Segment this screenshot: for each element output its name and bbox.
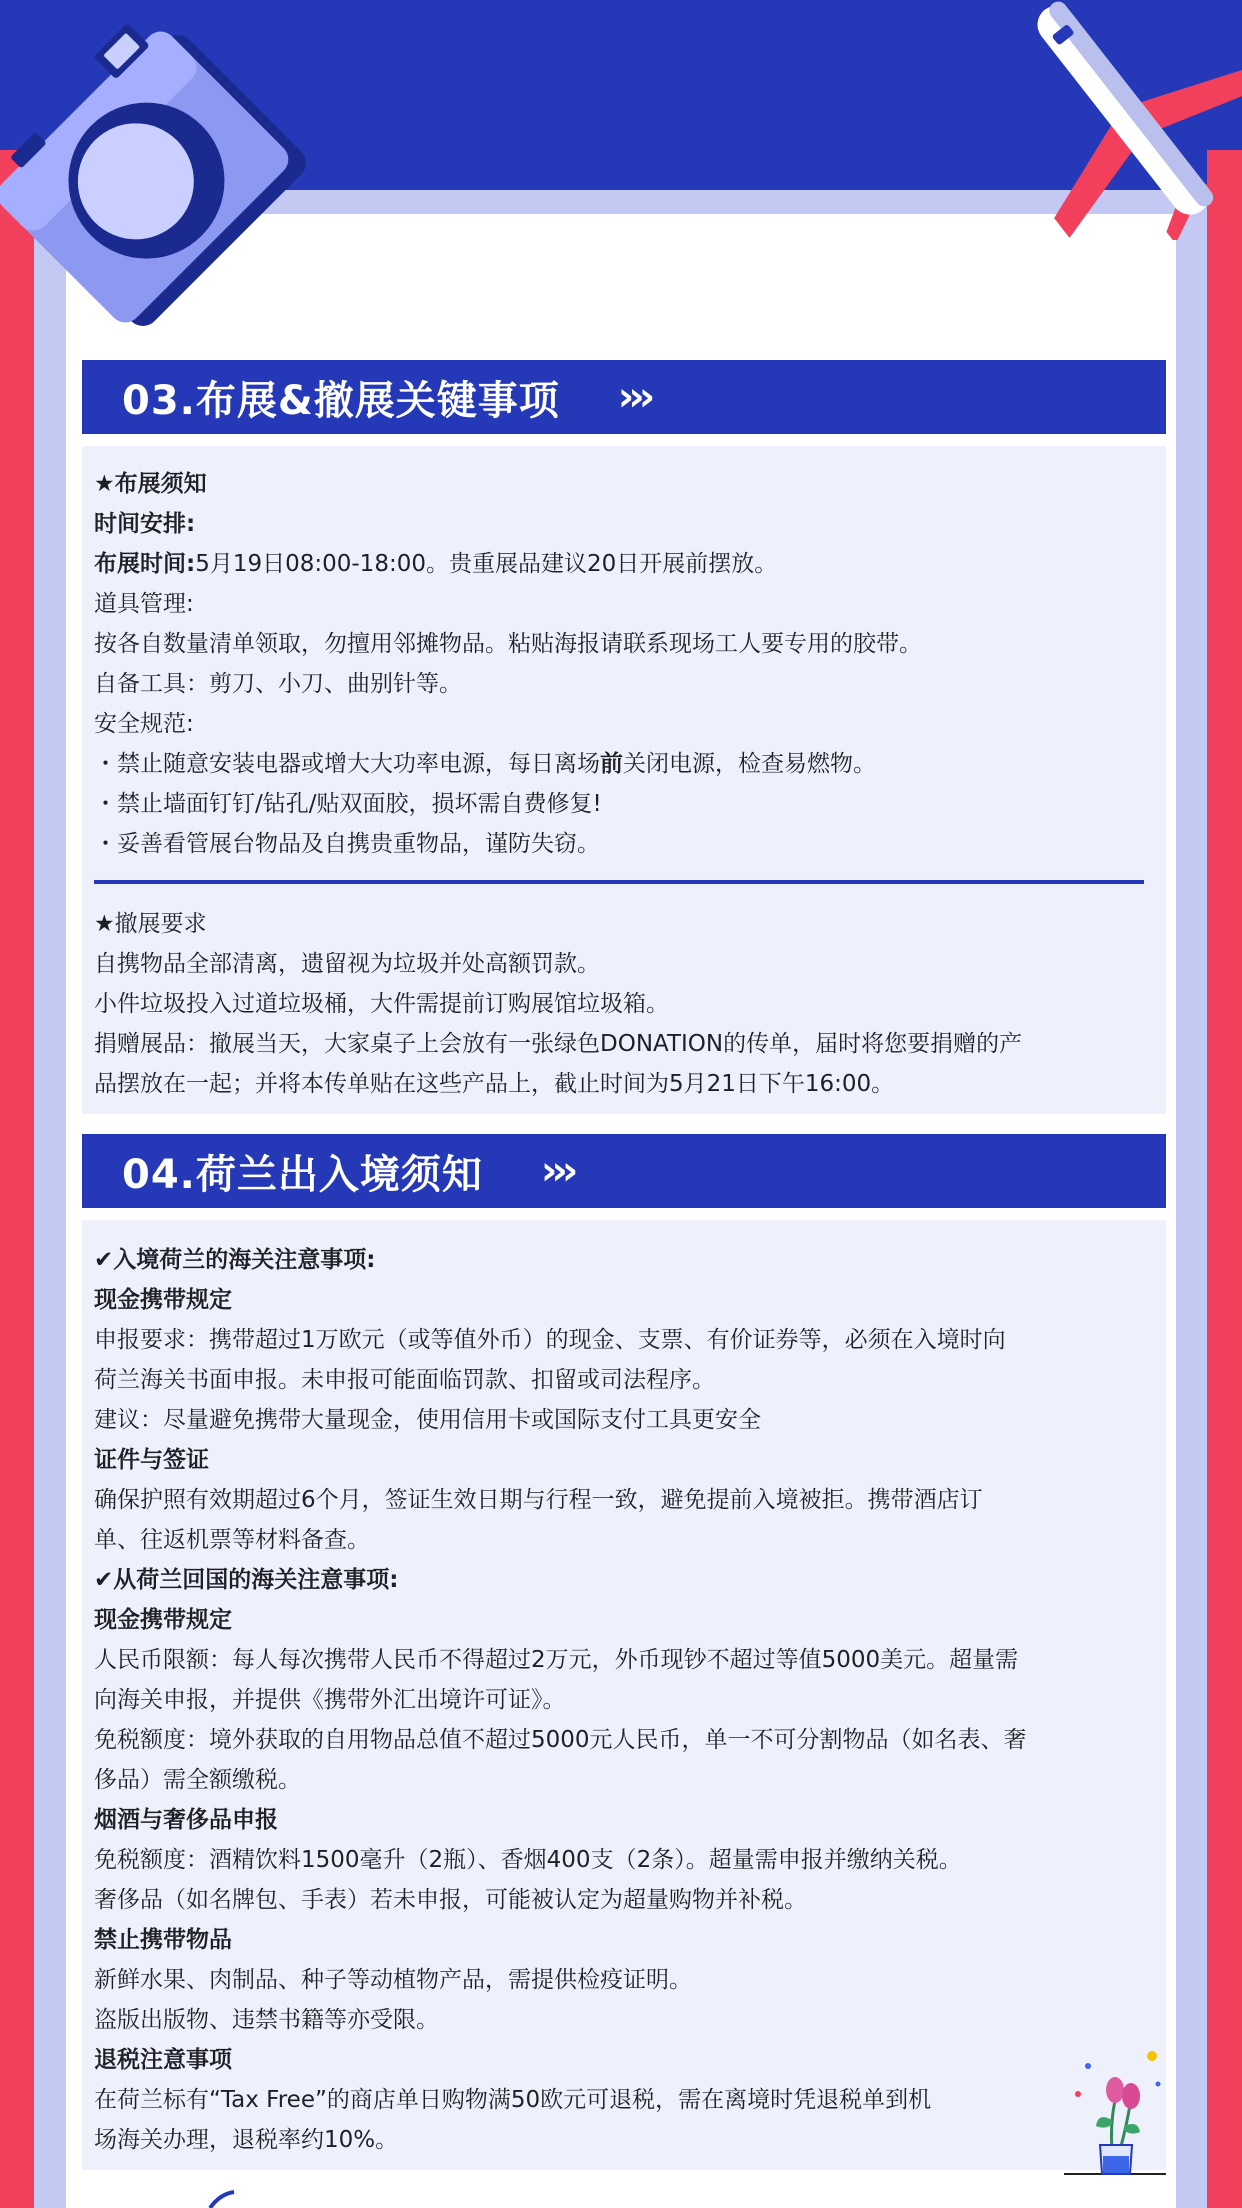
section-title: 03.布展&撤展关键事项 bbox=[122, 377, 560, 424]
visa-line-1: 确保护照有效期超过6个月，签证生效日期与行程一致，避免提前入境被拒。携带酒店订 bbox=[94, 1487, 983, 1513]
cash-line-3: 建议：尽量避免携带大量现金，使用信用卡或国际支付工具更安全 bbox=[94, 1407, 761, 1433]
tobacco-heading: 烟酒与奢侈品申报 bbox=[94, 1807, 278, 1833]
safety-rule-1-emphasis: 前 bbox=[600, 751, 623, 777]
rmb-line-1: 人民币限额：每人每次携带人民币不得超过2万元，外币现钞不超过等值5000美元。超量需 bbox=[94, 1647, 1019, 1673]
section-divider bbox=[94, 880, 1144, 884]
airplane-icon bbox=[1020, 0, 1242, 240]
safety-rule-1 bbox=[94, 744, 1154, 784]
return-heading: ✔从荷兰回国的海关注意事项: bbox=[94, 1567, 399, 1593]
tobacco-line-1: 免税额度：酒精饮料1500毫升（2瓶）、香烟400支（2条）。超量需申报并缴纳关税。 bbox=[94, 1847, 962, 1873]
rmb-line-2: 向海关申报，并提供《携带外汇出境许可证》。 bbox=[94, 1687, 566, 1713]
safety-rule-3: ・妥善看管展台物品及自携贵重物品，谨防失窃。 bbox=[94, 831, 600, 857]
refund-line-2: 场海关办理，退税率约10%。 bbox=[94, 2127, 399, 2153]
setup-teardown-content bbox=[82, 446, 1166, 1114]
setup-time-label: 布展时间: bbox=[94, 551, 196, 577]
props-label: 道具管理: bbox=[94, 591, 194, 617]
setup-time-text: 5月19日08:00-18:00。贵重展品建议20日开展前摆放。 bbox=[195, 551, 778, 577]
setup-time-line bbox=[94, 544, 1154, 584]
safety-label: 安全规范: bbox=[94, 711, 194, 737]
setup-heading: ★布展须知 bbox=[94, 471, 207, 497]
camera-icon bbox=[0, 0, 310, 360]
banned-line-2: 盗版出版物、违禁书籍等亦受限。 bbox=[94, 2007, 439, 2033]
safety-rule-1-part-a: ・禁止随意安装电器或增大大功率电源，每日离场 bbox=[94, 751, 600, 777]
safety-rule-2: ・禁止墙面钉钉/钻孔/贴双面胶，损坏需自费修复! bbox=[94, 791, 602, 817]
visa-line-2: 单、往返机票等材料备查。 bbox=[94, 1527, 370, 1553]
section-header-setup-teardown bbox=[82, 360, 1166, 434]
tobacco-line-2: 奢侈品（如名牌包、手表）若未申报，可能被认定为超量购物并补税。 bbox=[94, 1887, 807, 1913]
cash-line-2: 荷兰海关书面申报。未申报可能面临罚款、扣留或司法程序。 bbox=[94, 1367, 715, 1393]
tools-text: 自备工具：剪刀、小刀、曲别针等。 bbox=[94, 671, 462, 697]
teardown-line-4: 品摆放在一起；并将本传单贴在这些产品上，截止时间为5月21日下午16:00。 bbox=[94, 1071, 895, 1097]
entry-heading: ✔入境荷兰的海关注意事项: bbox=[94, 1247, 376, 1273]
banned-line-1: 新鲜水果、肉制品、种子等动植物产品，需提供检疫证明。 bbox=[94, 1967, 692, 1993]
teardown-line-1: 自携物品全部清离，遗留视为垃圾并处高额罚款。 bbox=[94, 951, 600, 977]
teardown-line-3: 捐赠展品：撤展当天，大家桌子上会放有一张绿色DONATION的传单，届时将您要捐赠的产 bbox=[94, 1031, 1023, 1057]
chevron-right-icon: ››› bbox=[540, 1148, 573, 1194]
right-red-border bbox=[1207, 150, 1242, 2208]
visa-heading: 证件与签证 bbox=[94, 1447, 209, 1473]
flower-vase-icon bbox=[1060, 2040, 1170, 2180]
duty-line-2: 侈品）需全额缴税。 bbox=[94, 1767, 301, 1793]
section-header-customs bbox=[82, 1134, 1166, 1208]
props-text: 按各自数量清单领取，勿擅用邻摊物品。粘贴海报请联系现场工人要专用的胶带。 bbox=[94, 631, 922, 657]
refund-heading: 退税注意事项 bbox=[94, 2047, 232, 2073]
section-title: 04.荷兰出入境须知 bbox=[122, 1151, 483, 1198]
chevron-right-icon: ››› bbox=[617, 374, 650, 420]
cash-line-1: 申报要求：携带超过1万欧元（或等值外币）的现金、支票、有价证券等，必须在入境时向 bbox=[94, 1327, 1006, 1353]
teardown-line-2: 小件垃圾投入过道垃圾桶，大件需提前订购展馆垃圾箱。 bbox=[94, 991, 669, 1017]
schedule-label: 时间安排: bbox=[94, 511, 196, 537]
left-red-border bbox=[0, 150, 34, 2208]
camera-strap-decoration bbox=[200, 2190, 260, 2208]
safety-rule-1-part-c: 关闭电源，检查易燃物。 bbox=[623, 751, 876, 777]
teardown-heading: ★撤展要求 bbox=[94, 911, 207, 937]
cash-heading-entry: 现金携带规定 bbox=[94, 1287, 232, 1313]
duty-line-1: 免税额度：境外获取的自用物品总值不超过5000元人民币，单一不可分割物品（如名表、奢 bbox=[94, 1727, 1027, 1753]
customs-content bbox=[82, 1220, 1166, 2170]
cash-heading-return: 现金携带规定 bbox=[94, 1607, 232, 1633]
banned-heading: 禁止携带物品 bbox=[94, 1927, 232, 1953]
refund-line-1: 在荷兰标有“Tax Free”的商店单日购物满50欧元可退税，需在离境时凭退税单到机 bbox=[94, 2087, 932, 2113]
